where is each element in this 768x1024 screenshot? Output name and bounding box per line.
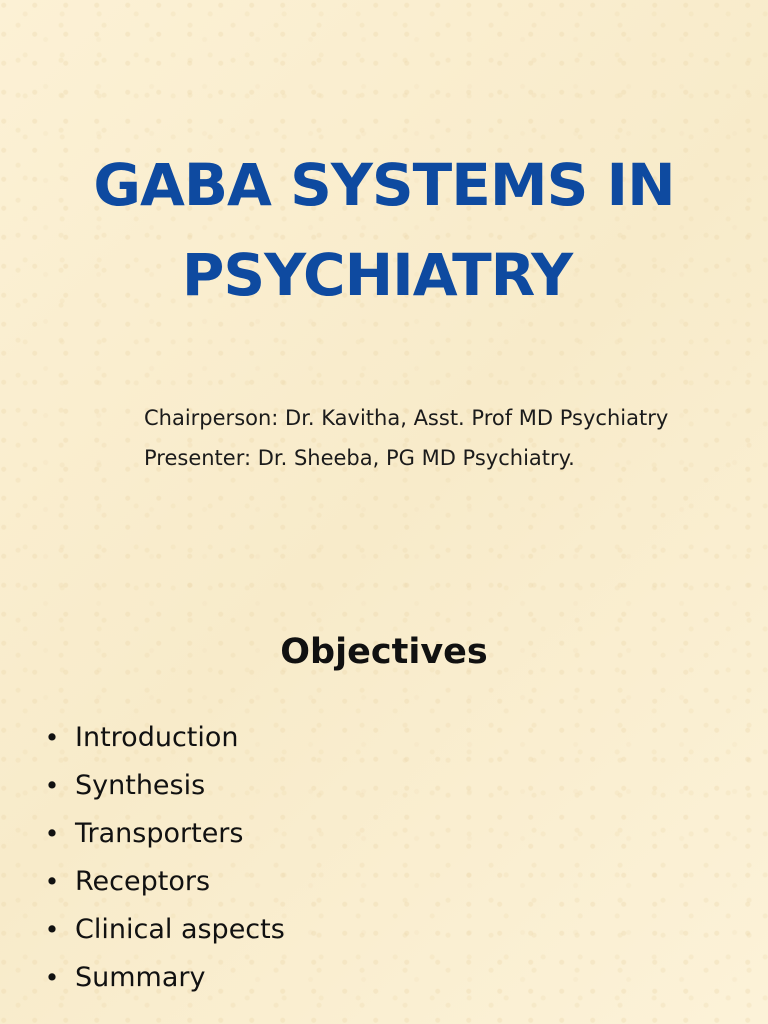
objective-label: Synthesis (75, 770, 206, 801)
objectives-heading: Objectives (280, 632, 488, 672)
objective-item-summary (44, 954, 285, 1002)
bullet-icon: • (44, 963, 60, 992)
presenter-credit: Presenter: Dr. Sheeba, PG MD Psychiatry. (144, 446, 575, 470)
objective-item-clinical-aspects (44, 906, 285, 954)
title-line-1: GABA SYSTEMS IN (93, 151, 675, 219)
bullet-icon: • (44, 771, 60, 800)
objective-label: Transporters (75, 818, 244, 849)
objective-label: Introduction (75, 722, 239, 753)
bullet-icon: • (44, 867, 60, 896)
bullet-icon: • (44, 819, 60, 848)
bullet-icon: • (44, 915, 60, 944)
bullet-icon: • (44, 723, 60, 752)
objective-label: Receptors (75, 866, 211, 897)
slide-title (0, 140, 768, 320)
objective-item-transporters (44, 810, 285, 858)
objective-item-introduction (44, 714, 285, 762)
objectives-list (44, 714, 285, 1002)
objective-label: Clinical aspects (75, 914, 285, 945)
objective-item-synthesis (44, 762, 285, 810)
title-line-2: PSYCHIATRY (181, 241, 573, 309)
chairperson-credit: Chairperson: Dr. Kavitha, Asst. Prof MD Psychiatry (144, 406, 669, 430)
objective-item-receptors (44, 858, 285, 906)
objective-label: Summary (75, 962, 206, 993)
presentation-credits (144, 398, 759, 478)
